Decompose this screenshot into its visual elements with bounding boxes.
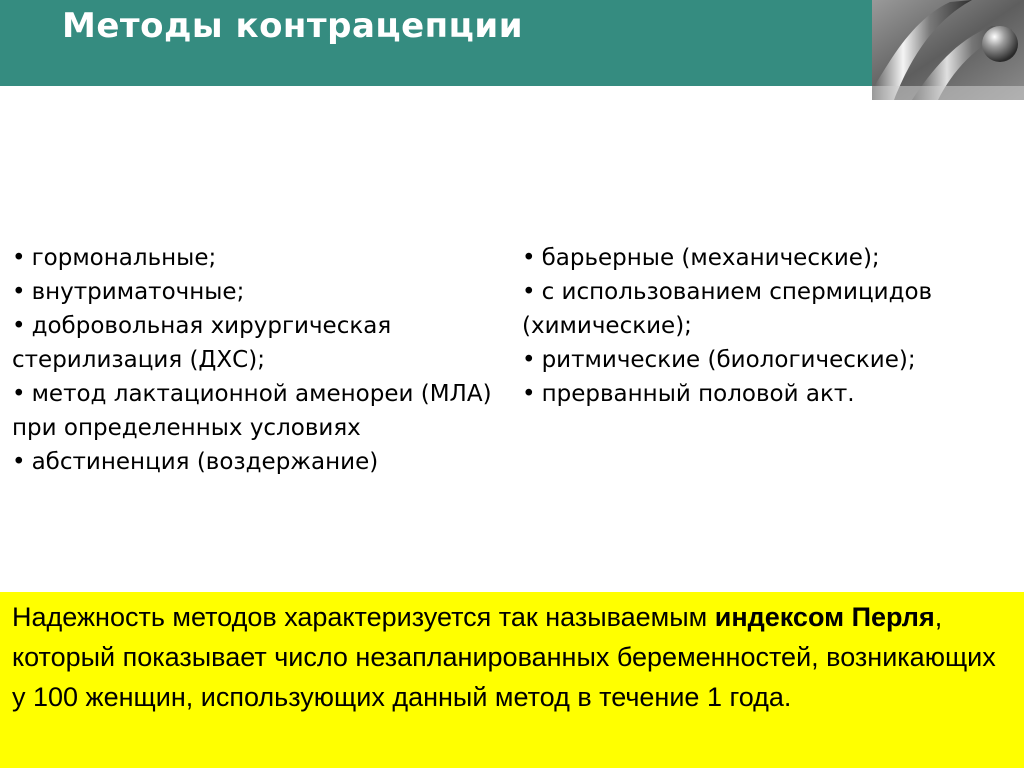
list-item — [12, 241, 507, 275]
bullet: • — [522, 381, 536, 407]
list-item-text: метод лактационной аменореи (МЛА) при определенных условиях — [12, 381, 492, 441]
bullet: • — [12, 381, 26, 407]
list-item — [522, 275, 1017, 343]
bullet: • — [12, 245, 26, 271]
bullet: • — [522, 245, 536, 271]
list-item — [12, 275, 507, 309]
title-bar — [0, 0, 872, 86]
note-text-part2: , который показывает число незапланированных беременностей, возникающих у 100 женщин, использующих данный метод в течение 1 года. — [12, 602, 996, 712]
list-item — [522, 343, 1017, 377]
list-item-text: с использованием спермицидов (химические); — [522, 279, 933, 339]
list-item-text: барьерные (механические); — [541, 245, 880, 271]
bullet: • — [12, 449, 26, 475]
list-item — [12, 377, 507, 445]
list-item-text: ритмические (биологические); — [541, 347, 916, 373]
bullet: • — [12, 313, 26, 339]
bullet: • — [12, 279, 26, 305]
methods-list-left — [12, 241, 507, 479]
bullet: • — [522, 347, 536, 373]
list-item-text: прерванный половой акт. — [541, 381, 855, 407]
list-item-text: абстиненция (воздержание) — [31, 449, 379, 475]
pearl-index-term: индексом Перля — [714, 602, 935, 632]
list-item-text: гормональные; — [31, 245, 217, 271]
list-item — [522, 241, 1017, 275]
pearl-index-note — [0, 592, 1024, 768]
methods-list-right — [522, 241, 1017, 411]
list-item — [522, 377, 1017, 411]
list-item-text: внутриматочные; — [31, 279, 245, 305]
page-title: Методы контрацепции — [62, 6, 524, 46]
chrome-pipes-image — [872, 0, 1024, 100]
bullet: • — [522, 279, 536, 305]
list-item — [12, 309, 507, 377]
list-item-text: добровольная хирургическая стерилизация (ДХС); — [12, 313, 392, 373]
list-item — [12, 445, 507, 479]
note-text-part1: Надежность методов характеризуется так называемым — [12, 602, 715, 632]
note-text — [12, 597, 1012, 717]
